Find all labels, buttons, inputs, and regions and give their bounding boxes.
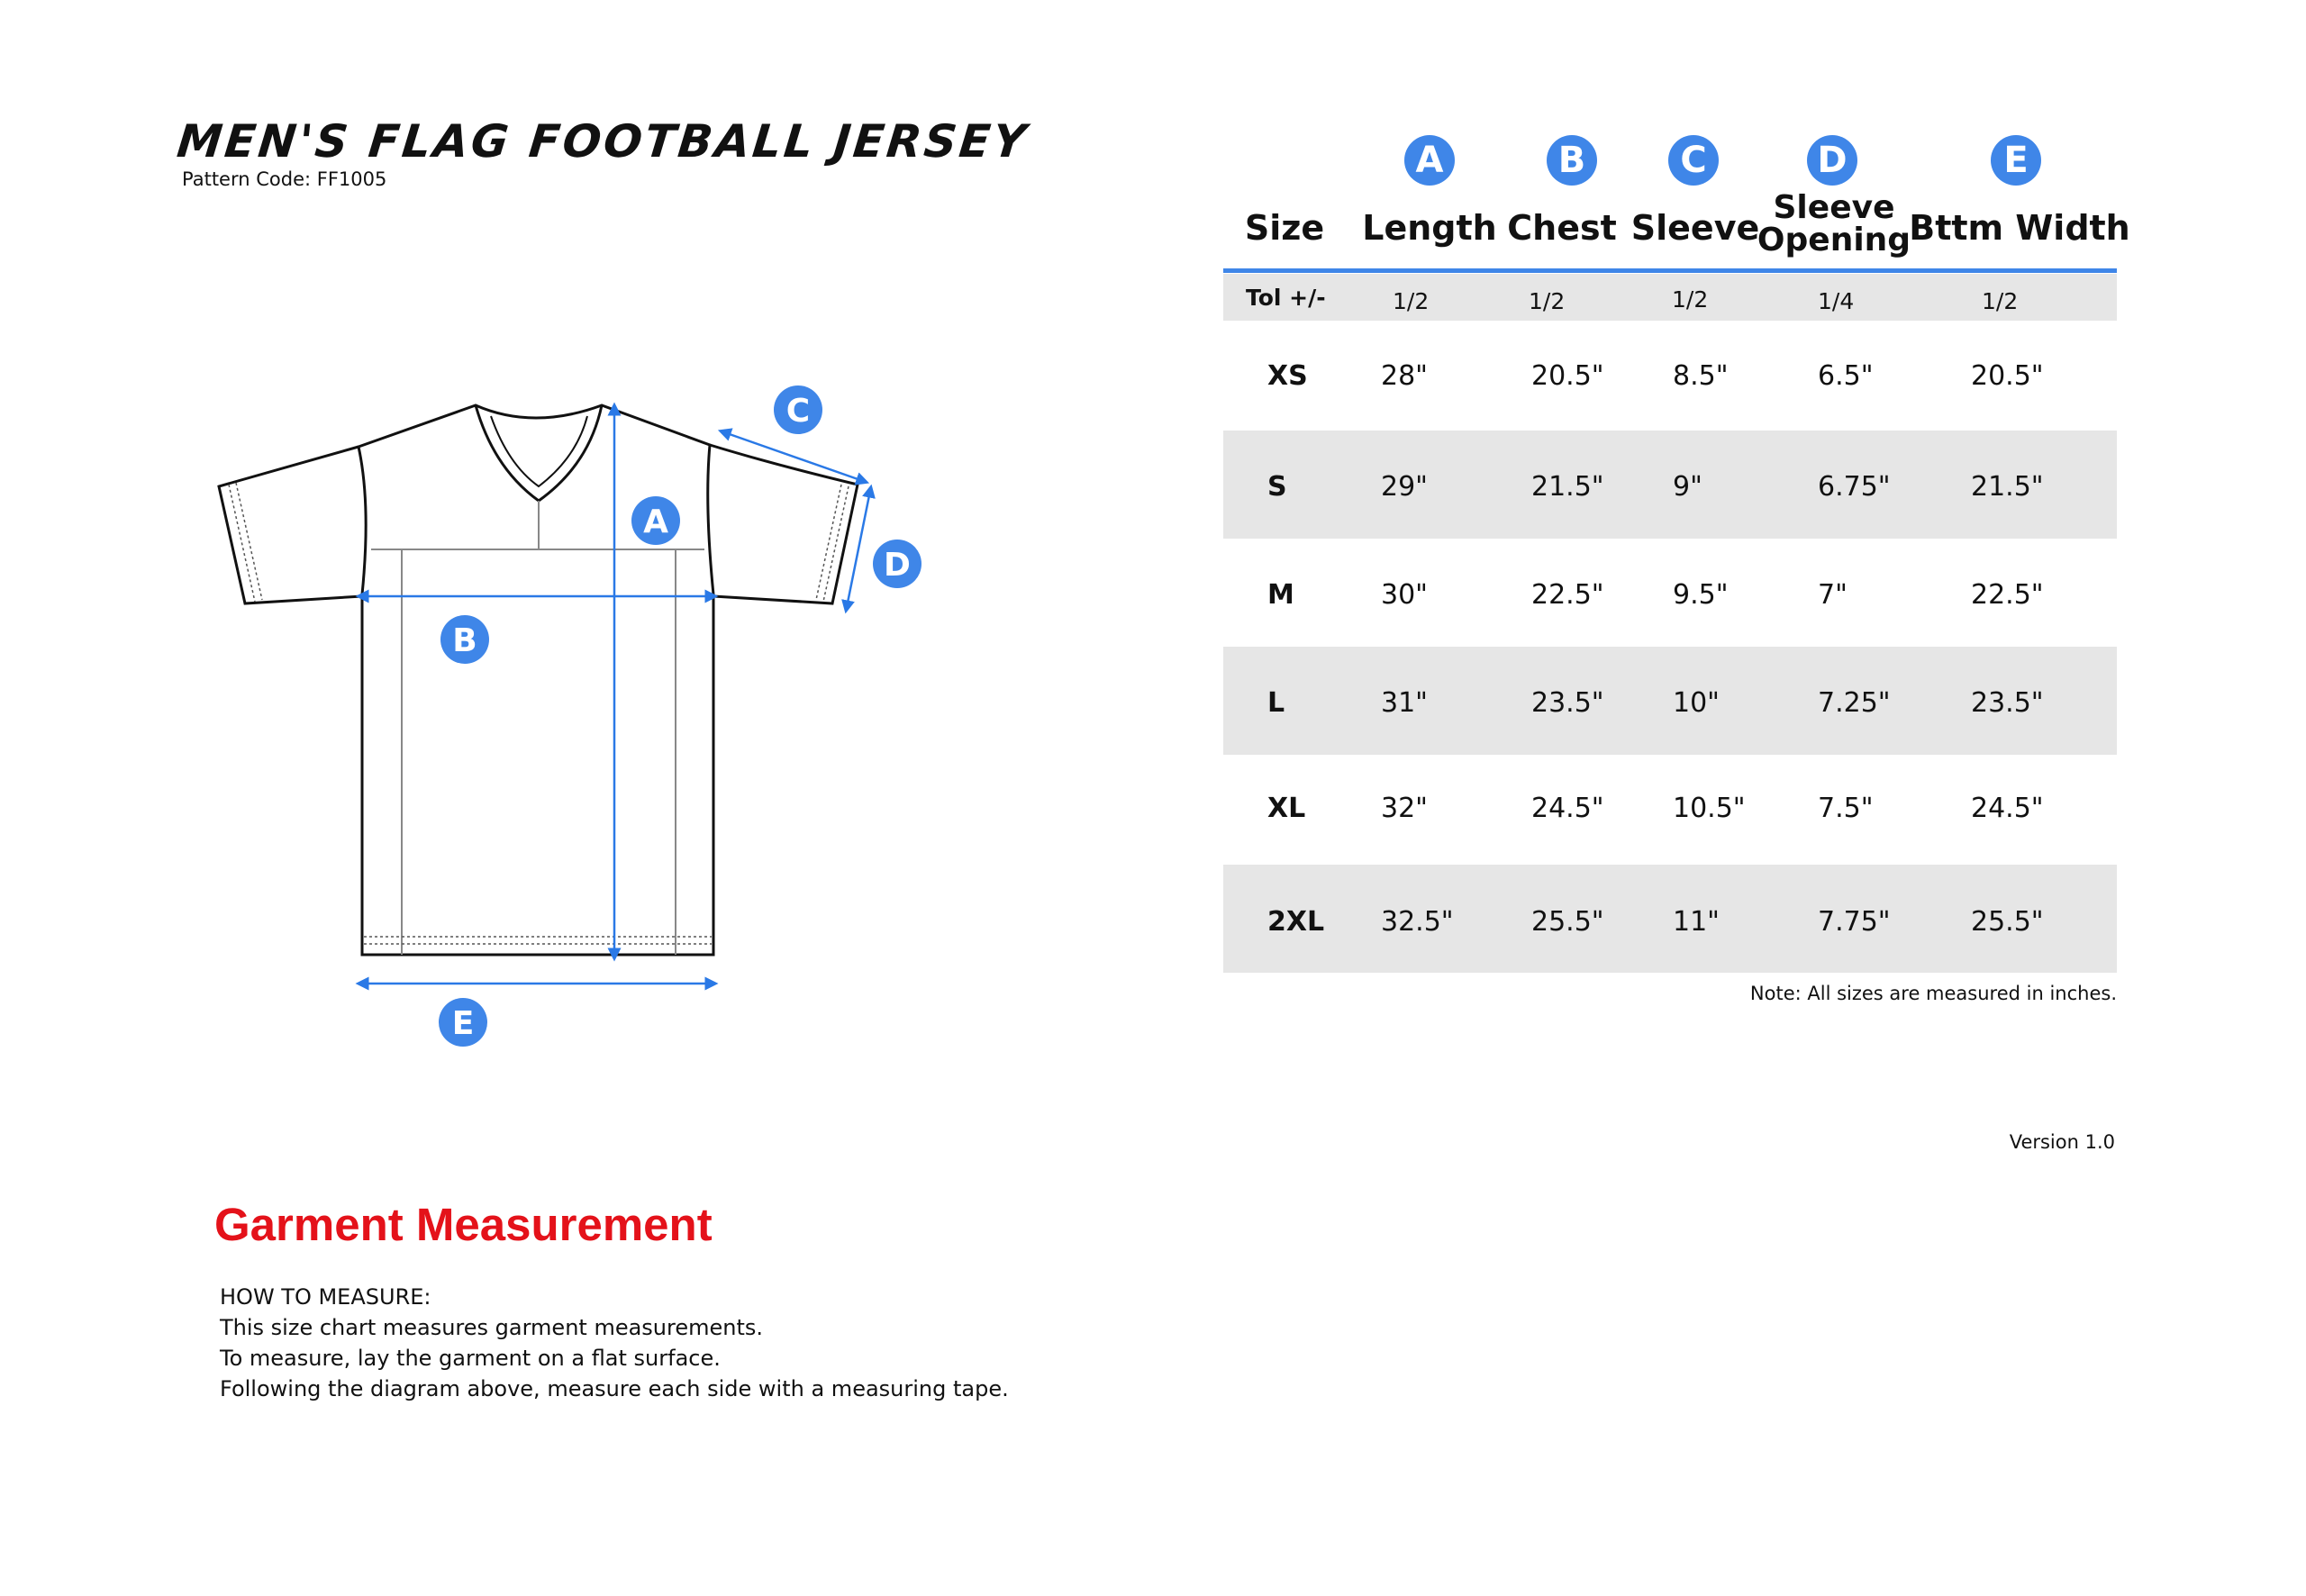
header-sleeve: Sleeve xyxy=(1630,208,1760,248)
value-cell: 23.5" xyxy=(1531,687,1604,719)
value-cell: 30" xyxy=(1381,579,1428,611)
measure-lines xyxy=(362,409,870,984)
value-cell: 25.5" xyxy=(1531,906,1604,938)
size-cell: XS xyxy=(1267,360,1308,392)
diagram-markers xyxy=(439,385,921,1047)
header-rule xyxy=(1223,268,2117,273)
value-cell: 9.5" xyxy=(1673,579,1729,611)
instruction-line: Following the diagram above, measure each side with a measuring tape. xyxy=(220,1376,1009,1401)
marker-a-label: A xyxy=(643,503,668,540)
size-cell: L xyxy=(1267,687,1285,719)
tolerance-value: 1/4 xyxy=(1818,288,1855,314)
value-cell: 21.5" xyxy=(1971,471,2044,503)
header-opening-line1: Sleeve xyxy=(1773,189,1895,226)
tolerance-value: 1/2 xyxy=(1393,288,1430,314)
value-cell: 23.5" xyxy=(1971,687,2044,719)
jersey-outline xyxy=(219,405,858,955)
value-cell: 20.5" xyxy=(1971,360,2044,392)
value-cell: 20.5" xyxy=(1531,360,1604,392)
size-cell: XL xyxy=(1267,793,1306,824)
value-cell: 6.75" xyxy=(1818,471,1891,503)
badge-c: C xyxy=(1668,135,1719,186)
instruction-line: This size chart measures garment measurements. xyxy=(220,1315,764,1340)
tolerance-value: 1/2 xyxy=(1529,288,1566,314)
value-cell: 24.5" xyxy=(1971,793,2044,824)
badge-d: D xyxy=(1807,135,1857,186)
size-cell: S xyxy=(1267,471,1287,503)
marker-b-label: B xyxy=(452,622,477,659)
value-cell: 10" xyxy=(1673,687,1720,719)
header-bottom-width: Bttm Width xyxy=(1909,208,2130,248)
tolerance-label: Tol +/- xyxy=(1246,285,1326,311)
value-cell: 29" xyxy=(1381,471,1428,503)
jersey-diagram xyxy=(207,378,955,1063)
value-cell: 10.5" xyxy=(1673,793,1746,824)
value-cell: 22.5" xyxy=(1971,579,2044,611)
instruction-line: To measure, lay the garment on a flat surface. xyxy=(220,1346,721,1371)
marker-c-label: C xyxy=(785,393,811,430)
value-cell: 7.75" xyxy=(1818,906,1891,938)
value-cell: 11" xyxy=(1673,906,1720,938)
value-cell: 7" xyxy=(1818,579,1848,611)
value-cell: 8.5" xyxy=(1673,360,1729,392)
tolerance-value: 1/2 xyxy=(1672,286,1709,313)
size-cell: 2XL xyxy=(1267,906,1325,938)
stitch-lines xyxy=(229,483,849,944)
value-cell: 9" xyxy=(1673,471,1702,503)
marker-e-label: E xyxy=(451,1005,475,1042)
value-cell: 22.5" xyxy=(1531,579,1604,611)
value-cell: 24.5" xyxy=(1531,793,1604,824)
value-cell: 21.5" xyxy=(1531,471,1604,503)
tolerance-value: 1/2 xyxy=(1982,288,2019,314)
table-note: Note: All sizes are measured in inches. xyxy=(1749,983,2117,1004)
header-length: Length xyxy=(1362,208,1497,248)
marker-d-label: D xyxy=(884,547,911,584)
header-opening-line2: Opening xyxy=(1757,222,1911,258)
value-cell: 28" xyxy=(1381,360,1428,392)
value-cell: 7.5" xyxy=(1818,793,1874,824)
value-cell: 31" xyxy=(1381,687,1428,719)
value-cell: 25.5" xyxy=(1971,906,2044,938)
page-title: MEN'S FLAG FOOTBALL JERSEY xyxy=(174,115,1031,168)
size-cell: M xyxy=(1267,579,1294,611)
pattern-code: Pattern Code: FF1005 xyxy=(182,168,387,190)
badge-a: A xyxy=(1404,135,1455,186)
badge-e: E xyxy=(1991,135,2041,186)
value-cell: 7.25" xyxy=(1818,687,1891,719)
header-size: Size xyxy=(1244,208,1325,248)
version-label: Version 1.0 xyxy=(2009,1131,2115,1153)
header-chest: Chest xyxy=(1507,208,1617,248)
value-cell: 32.5" xyxy=(1381,906,1454,938)
value-cell: 6.5" xyxy=(1818,360,1874,392)
how-to-measure xyxy=(220,1282,1009,1404)
badge-b: B xyxy=(1547,135,1597,186)
value-cell: 32" xyxy=(1381,793,1428,824)
instruction-line: HOW TO MEASURE: xyxy=(220,1284,431,1310)
section-title: Garment Measurement xyxy=(214,1199,713,1250)
